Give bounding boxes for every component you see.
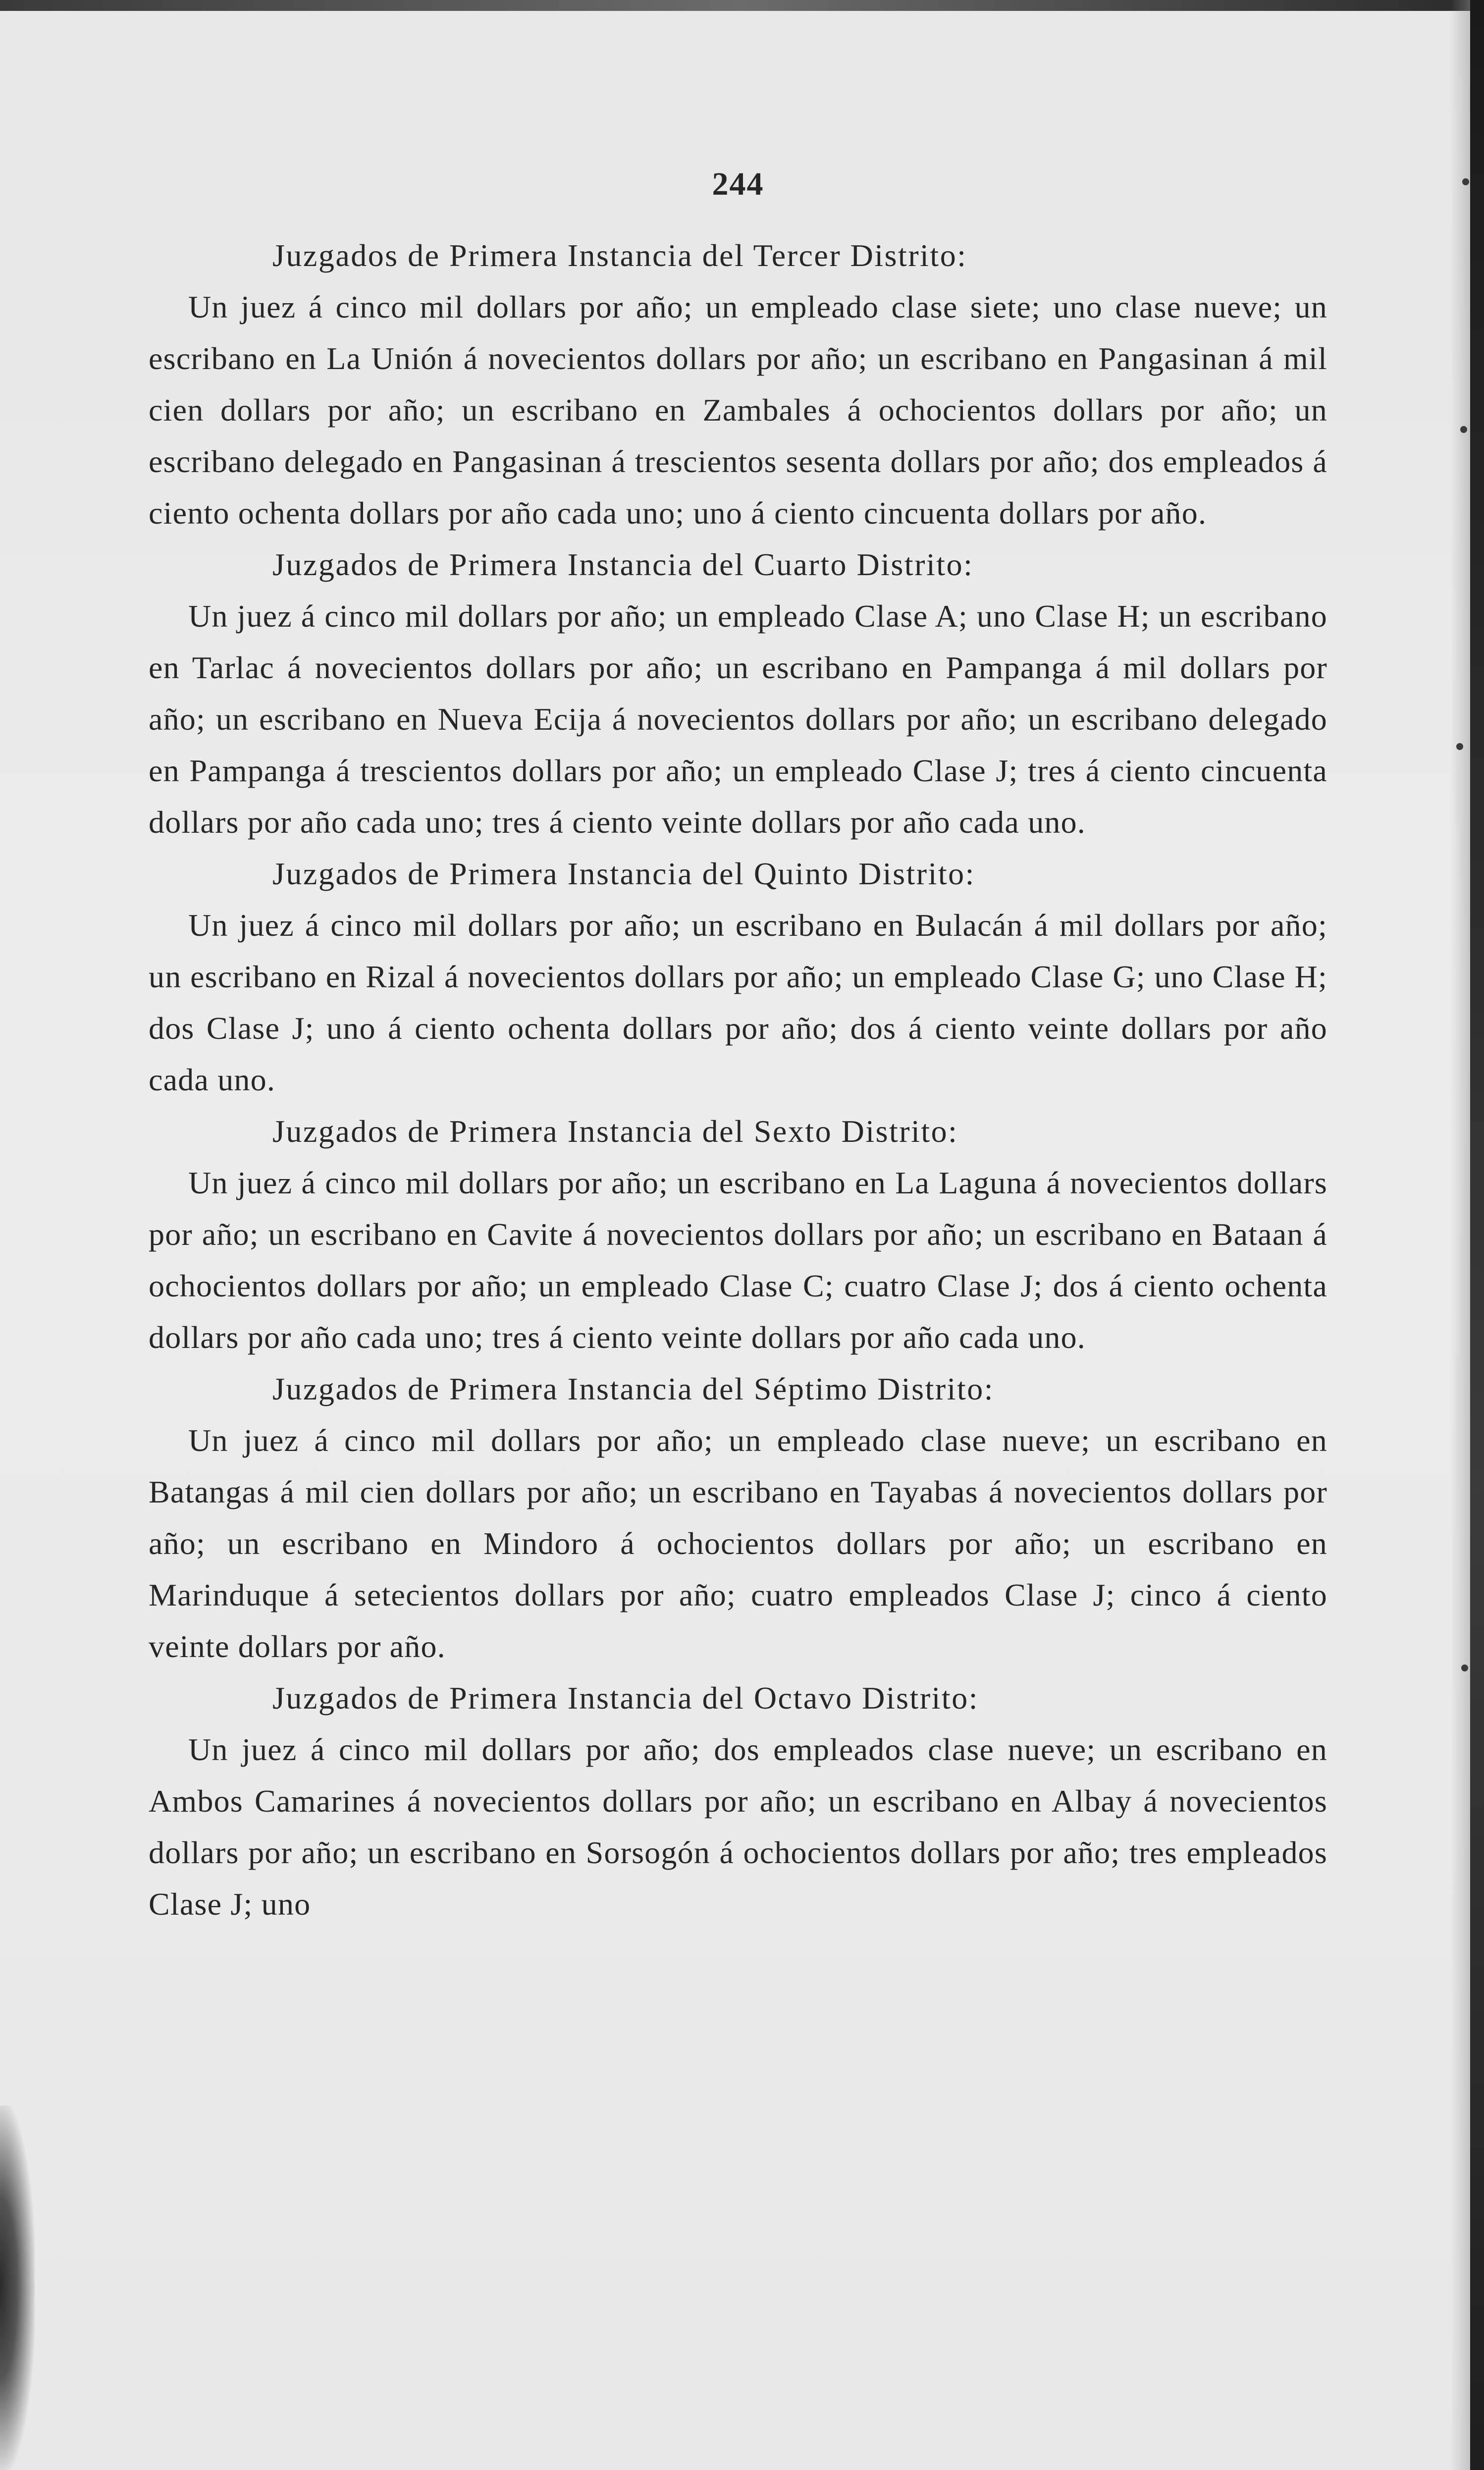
scan-top-edge [0,0,1484,11]
section-octavo-distrito [149,1672,1327,1930]
section-heading: Juzgados de Primera Instancia del Cuarto Distrito: [272,547,974,582]
section-heading: Juzgados de Primera Instancia del Tercer Distrito: [272,238,967,273]
page-number: 244 [712,166,764,202]
section-cuarto-distrito [149,539,1327,848]
scan-speck [1462,178,1469,185]
scan-speck [1461,1665,1468,1671]
scan-speck [1456,743,1463,750]
section-heading: Juzgados de Primera Instancia del Séptimo Distrito: [272,1371,994,1406]
section-sexto-distrito [149,1106,1327,1363]
scan-speck [1460,426,1467,433]
scan-left-blot [0,2105,35,2470]
section-heading: Juzgados de Primera Instancia del Quinto Distrito: [272,856,975,891]
section-body: Un juez á cinco mil dollars por año; un empleado clase nueve; un escribano en Batangas á mil cien dollars por año; un escribano en Tayabas á novecientos dollars por año; un escribano en Mindoro á ochocientos dollars por año; un escribano en Marinduque á setecientos dollars por año; cuatro empleados Clase J; cinco á ciento veinte dollars por año. [149,1423,1327,1664]
section-body: Un juez á cinco mil dollars por año; un empleado clase siete; uno clase nueve; un escribano en La Unión á novecientos dollars por año; un escribano en Pangasinan á mil cien dollars por año; un escribano en Zambales á ochocientos dollars por año; un escribano delegado en Pangasinan á trescientos sesenta dollars por año; dos empleados á ciento ochenta dollars por año cada uno; uno á ciento cincuenta dollars por año. [149,289,1327,531]
scan-right-edge [1470,0,1484,2470]
section-heading: Juzgados de Primera Instancia del Sexto Distrito: [272,1114,958,1149]
section-body: Un juez á cinco mil dollars por año; un empleado Clase A; uno Clase H; un escribano en Tarlac á novecientos dollars por año; un escribano en Pampanga á mil dollars por año; un escribano en Nueva Ecija á novecientos dollars por año; un escribano delegado en Pampanga á trescientos dollars por año; un empleado Clase J; tres á ciento cincuenta dollars por año cada uno; tres á ciento veinte dollars por año cada uno. [149,598,1327,840]
section-quinto-distrito [149,848,1327,1106]
scan-right-shadow [1450,0,1470,2470]
section-body: Un juez á cinco mil dollars por año; dos empleados clase nueve; un escribano en Ambos Camarines á novecientos dollars por año; un escribano en Albay á novecientos dollars por año; un escribano en Sorsogón á ochocientos dollars por año; tres empleados Clase J; uno [149,1732,1327,1922]
section-body: Un juez á cinco mil dollars por año; un escribano en Bulacán á mil dollars por año; un escribano en Rizal á novecientos dollars por año; un empleado Clase G; uno Clase H; dos Clase J; uno á ciento ochenta dollars por año; dos á ciento veinte dollars por año cada uno. [149,908,1327,1097]
section-body: Un juez á cinco mil dollars por año; un escribano en La Laguna á novecientos dollars por año; un escribano en Cavite á novecientos dollars por año; un escribano en Bataan á ochocientos dollars por año; un empleado Clase C; cuatro Clase J; dos á ciento ochenta dollars por año cada uno; tres á ciento veinte dollars por año cada uno. [149,1165,1327,1355]
section-heading: Juzgados de Primera Instancia del Octavo Distrito: [272,1680,979,1716]
document-page [149,159,1327,1930]
section-septimo-distrito [149,1363,1327,1672]
section-tercer-distrito [149,230,1327,539]
